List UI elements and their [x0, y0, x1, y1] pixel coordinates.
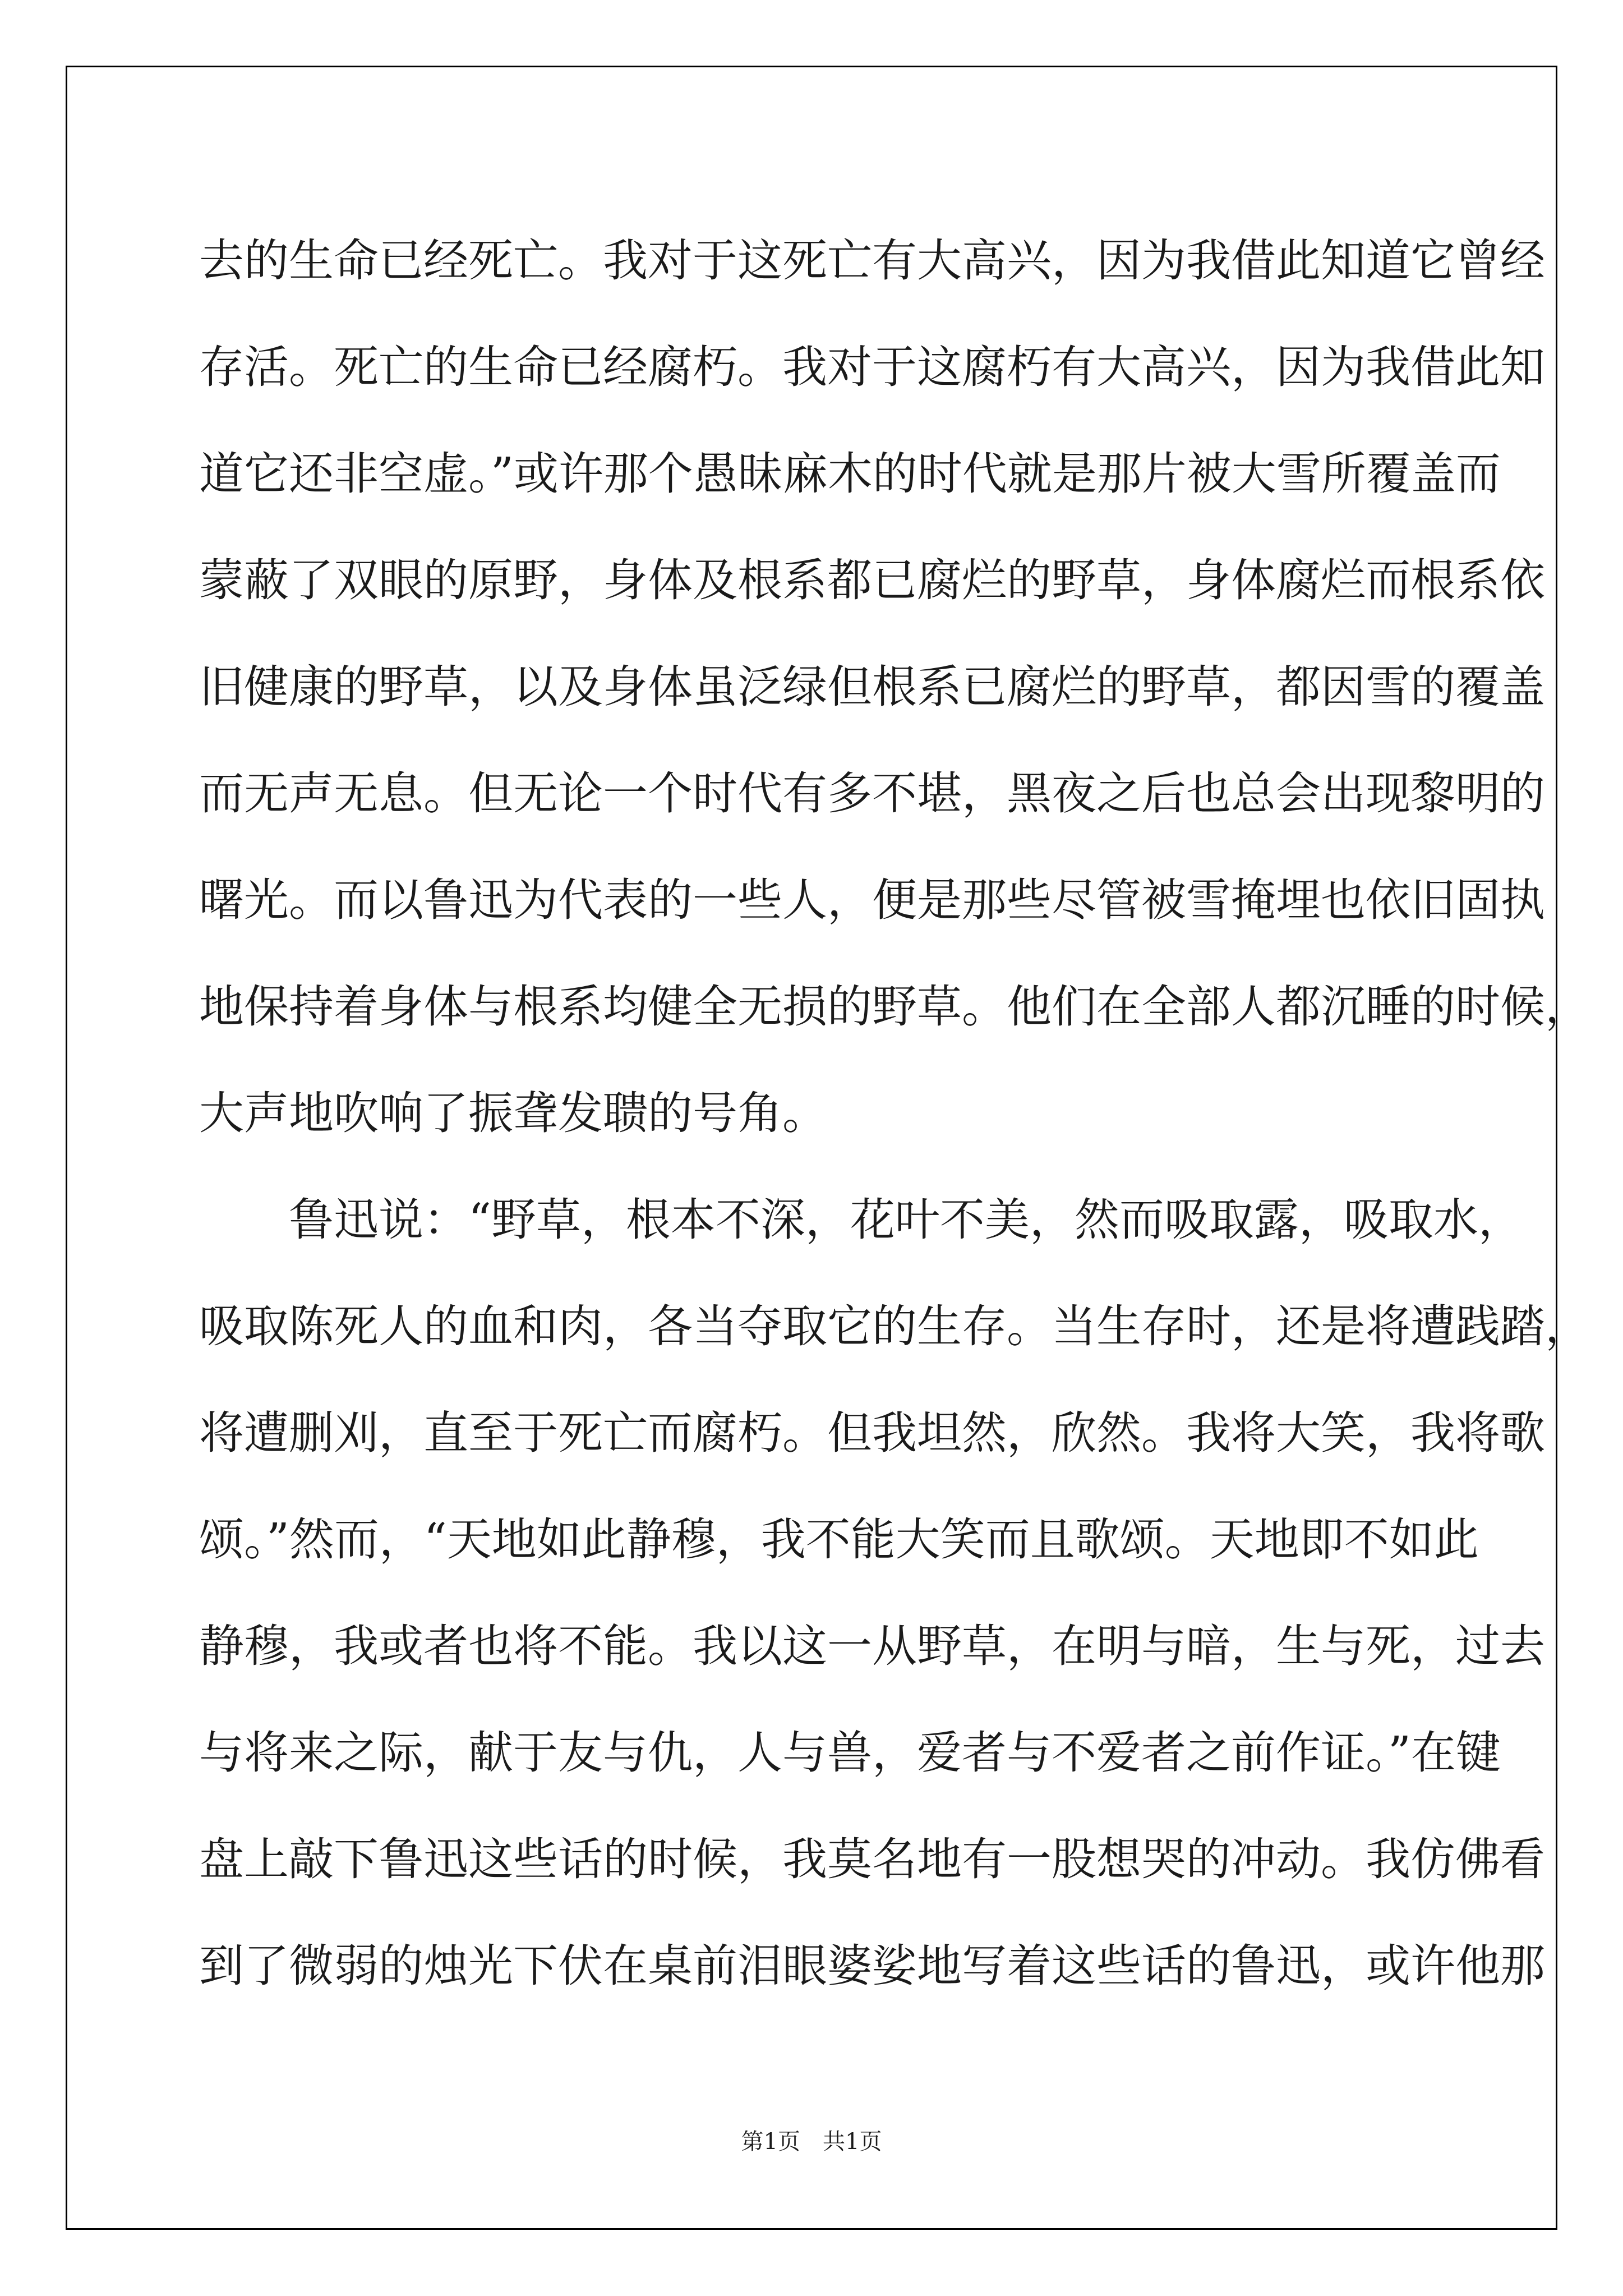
text-line: 大声地吹响了振聋发聩的号角。: [199, 1087, 827, 1139]
text-line: 道它还非空虚。”或许那个愚昧麻木的时代就是那片被大雪所覆盖而: [199, 448, 1501, 500]
text-line: 盘上敲下鲁迅这些话的时候，我莫名地有一股想哭的冲动。我仿佛看: [199, 1833, 1545, 1885]
text-line: 旧健康的野草，以及身体虽泛绿但根系已腐烂的野草，都因雪的覆盖: [199, 661, 1545, 713]
text-line: 去的生命已经死亡。我对于这死亡有大高兴，因为我借此知道它曾经: [199, 234, 1545, 287]
text-line: 颂。”然而，“天地如此静穆，我不能大笑而且歌颂。天地即不如此: [199, 1513, 1479, 1566]
text-line: 蒙蔽了双眼的原野，身体及根系都已腐烂的野草，身体腐烂而根系依: [199, 554, 1545, 606]
text-line: 静穆，我或者也将不能。我以这一从野草，在明与暗，生与死，过去: [199, 1620, 1545, 1672]
text-line: 曙光。而以鲁迅为代表的一些人，便是那些尽管被雪掩埋也依旧固执: [199, 874, 1545, 926]
text-line: 鲁迅说：“野草，根本不深，花叶不美，然而吸取露，吸取水，: [289, 1194, 1523, 1246]
text-line: 将遭删刈，直至于死亡而腐朽。但我坦然，欣然。我将大笑，我将歌: [199, 1407, 1545, 1459]
page-footer: 第1页 共1页: [741, 2129, 882, 2155]
document-body: [199, 208, 1590, 2019]
text-line: 到了微弱的烛光下伏在桌前泪眼婆娑地写着这些话的鲁迅，或许他那: [199, 1940, 1545, 1992]
text-line: 地保持着身体与根系均健全无损的野草。他们在全部人都沉睡的时候，: [199, 981, 1590, 1033]
text-line: 吸取陈死人的血和肉，各当夺取它的生存。当生存时，还是将遭践踏，: [199, 1300, 1590, 1352]
text-line: 而无声无息。但无论一个时代有多不堪，黑夜之后也总会出现黎明的: [199, 767, 1545, 820]
text-line: 存活。死亡的生命已经腐朽。我对于这腐朽有大高兴，因为我借此知: [199, 341, 1545, 393]
text-line: 与将来之际，献于友与仇，人与兽，爱者与不爱者之前作证。”在键: [199, 1727, 1501, 1779]
